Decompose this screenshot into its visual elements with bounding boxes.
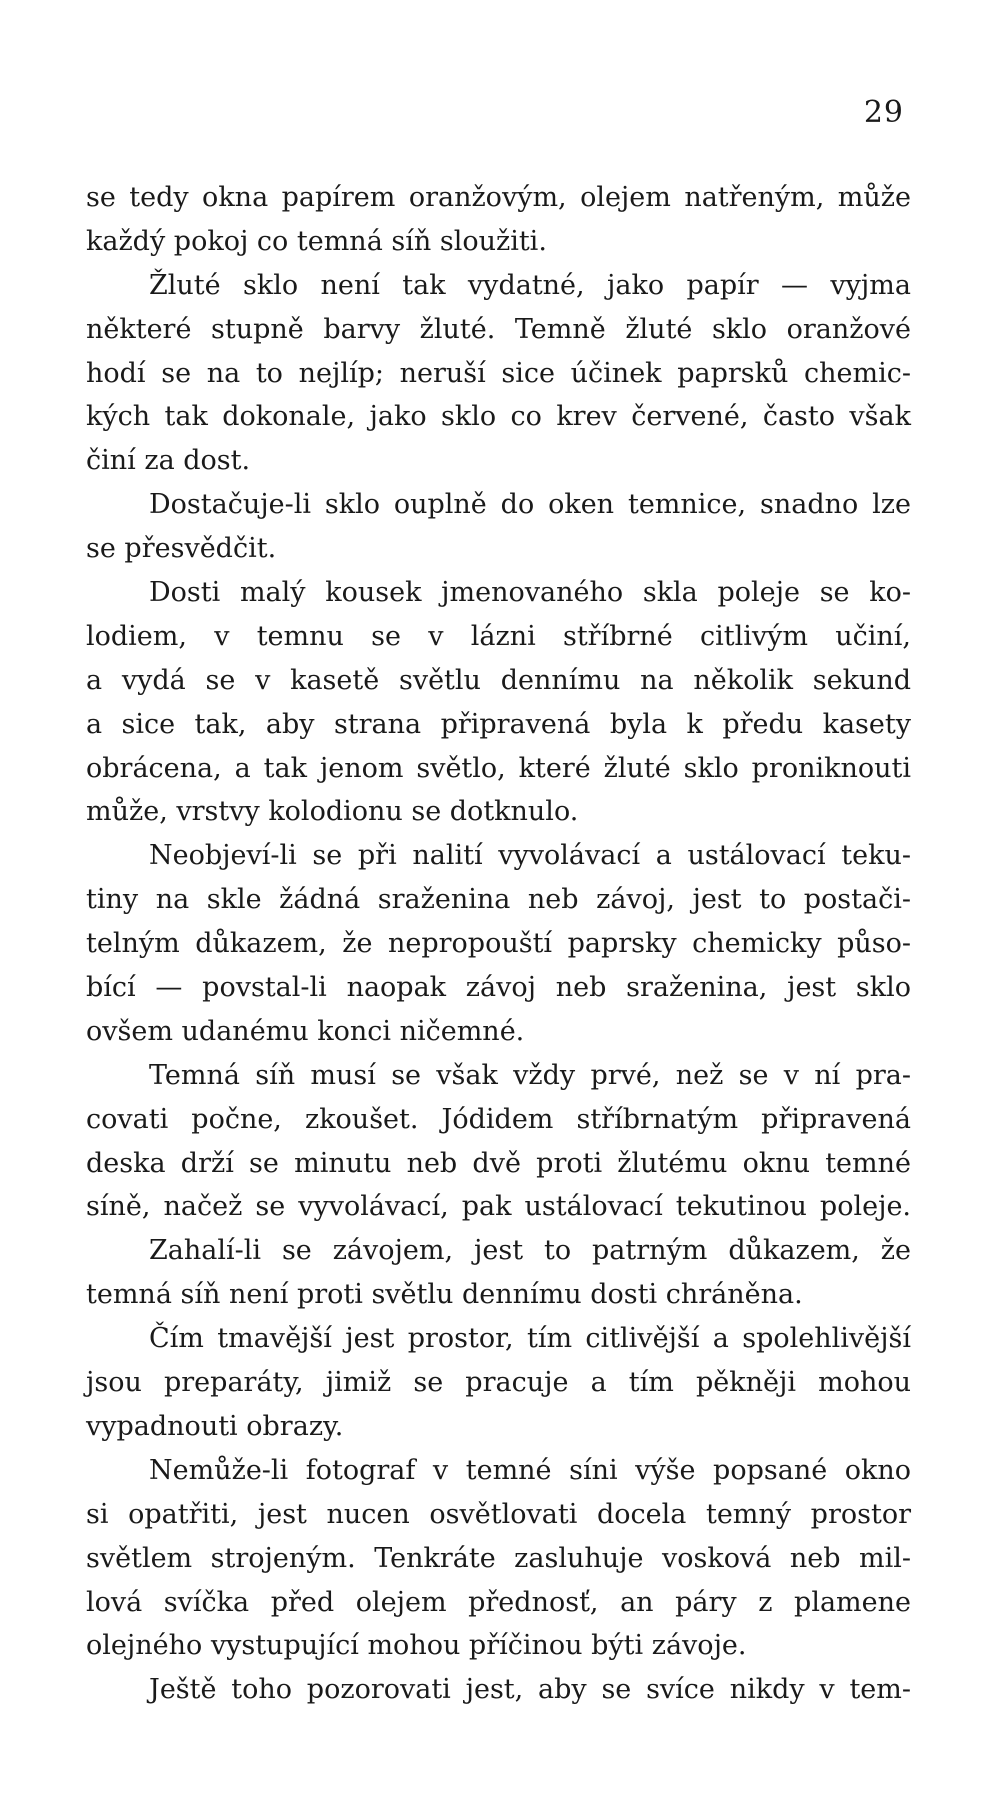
body-text: [86, 176, 911, 1712]
text-line: bící — povstal-li naopak závoj neb sraženina, jest sklo: [86, 972, 911, 1004]
text-line: hodí se na to nejlíp; neruší sice účinek paprsků chemic-: [86, 357, 911, 389]
text-line: Žluté sklo není tak vydatné, jako papír — vyjma: [149, 269, 911, 301]
text-line: si opatřiti, jest nucen osvětlovati docela temný prostor: [86, 1498, 911, 1530]
text-line: tiny na skle žádná sraženina neb závoj, jest to postači-: [86, 884, 911, 916]
text-line: olejného vystupující mohou příčinou býti závoje.: [86, 1630, 747, 1662]
text-line: některé stupně barvy žluté. Temně žluté sklo oranžové: [86, 313, 911, 345]
text-line: světlem strojeným. Tenkráte zasluhuje vosková neb mil-: [86, 1542, 911, 1574]
text-line: Ještě toho pozorovati jest, aby se svíce nikdy v tem-: [149, 1674, 911, 1706]
text-line: Zahalí-li se závojem, jest to patrným důkazem, že: [149, 1235, 911, 1267]
text-line: lodiem, v temnu se v lázni stříbrné citlivým učiní,: [86, 620, 911, 652]
text-line: může, vrstvy kolodionu se dotknulo.: [86, 796, 579, 828]
text-line: síně, načež se vyvolávací, pak ustálovací tekutinou poleje.: [86, 1191, 911, 1223]
text-line: Nemůže-li fotograf v temné síni výše popsané okno: [149, 1454, 911, 1486]
text-line: covati počne, zkoušet. Jódidem stříbrnatým připravená: [86, 1103, 911, 1135]
text-line: Čím tmavější jest prostor, tím citlivější a spolehlivější: [149, 1323, 911, 1355]
text-line: a vydá se v kasetě světlu dennímu na několik sekund: [86, 664, 911, 696]
text-line: lová svíčka před olejem přednosť, an páry z plamene: [86, 1586, 911, 1618]
page-number: 29: [863, 95, 904, 130]
text-line: se přesvědčit.: [86, 533, 277, 565]
text-line: ovšem udanému konci ničemné.: [86, 1015, 525, 1047]
text-line: deska drží se minutu neb dvě proti žlutému oknu temné: [86, 1147, 911, 1179]
text-line: se tedy okna papírem oranžovým, olejem natřeným, může: [86, 182, 911, 213]
text-line: činí za dost.: [86, 445, 251, 477]
text-line: telným důkazem, že nepropouští paprsky chemicky půso-: [86, 928, 911, 960]
text-line: a sice tak, aby strana připravená byla k předu kasety: [86, 708, 911, 740]
text-line: Dostačuje-li sklo ouplně do oken temnice, snadno lze: [149, 489, 911, 521]
text-line: vypadnouti obrazy.: [86, 1410, 344, 1442]
text-line: obrácena, a tak jenom světlo, které žluté sklo proniknouti: [86, 752, 911, 784]
text-line: jsou preparáty, jimiž se pracuje a tím pěkněji mohou: [86, 1367, 911, 1399]
text-line: Dosti malý kousek jmenovaného skla poleje se ko-: [149, 577, 911, 609]
text-line: kých tak dokonale, jako sklo co krev červené, často však: [86, 401, 911, 433]
text-line: každý pokoj co temná síň sloužiti.: [86, 225, 547, 257]
text-line: Neobjeví-li se při nalití vyvolávací a ustálovací teku-: [149, 840, 911, 872]
text-line: Temná síň musí se však vždy prvé, než se v ní pra-: [149, 1059, 911, 1091]
text-line: temná síň není proti světlu dennímu dosti chráněna.: [86, 1279, 803, 1311]
